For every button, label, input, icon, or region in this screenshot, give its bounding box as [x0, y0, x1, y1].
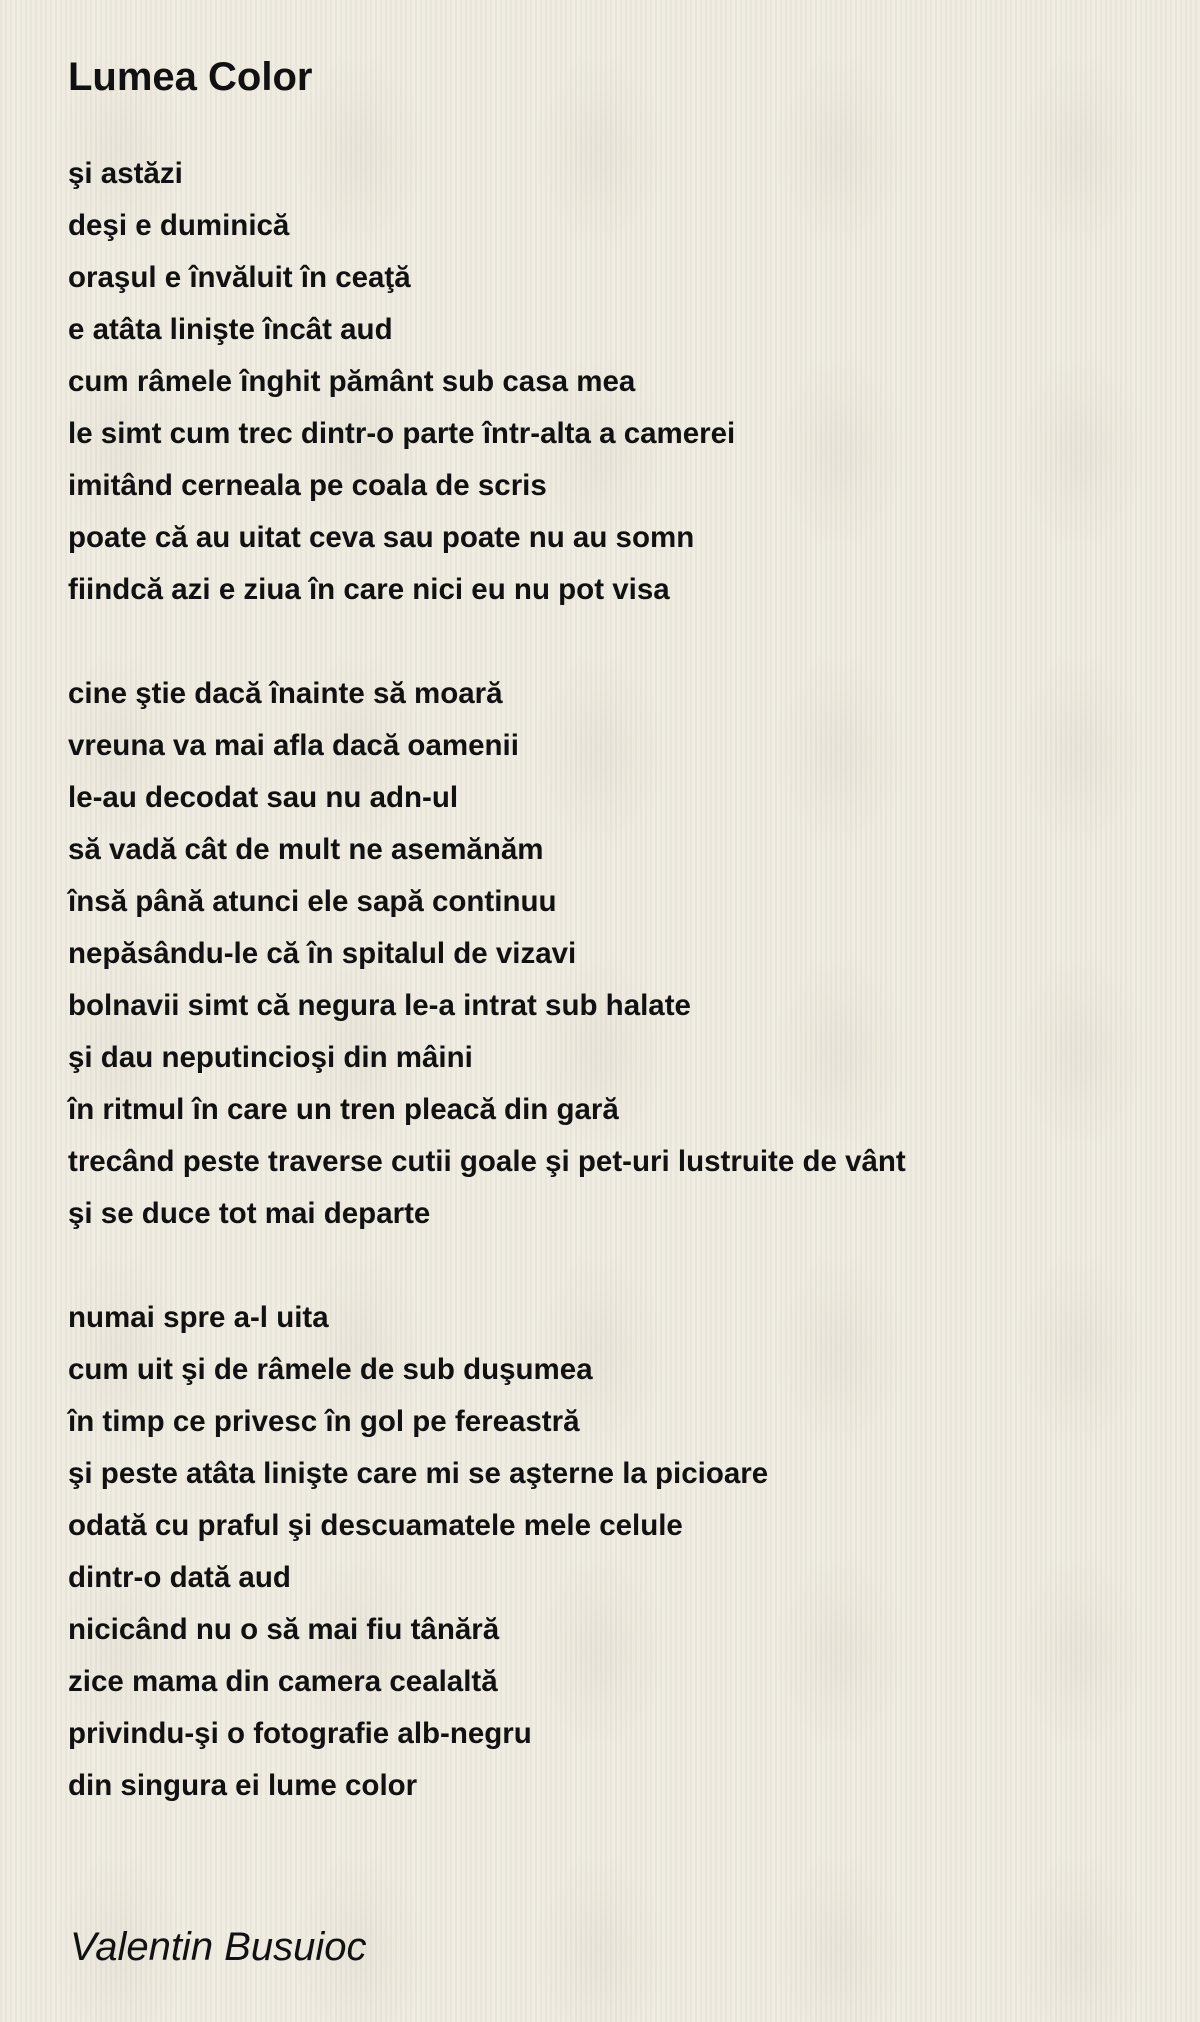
poem-title: Lumea Color — [68, 55, 313, 99]
poem-line: vreuna va mai afla dacă oamenii — [68, 729, 519, 762]
poem-line: zice mama din camera cealaltă — [68, 1665, 498, 1698]
poem-line: însă până atunci ele sapă continuu — [68, 885, 557, 918]
poem-body — [68, 148, 1148, 1812]
poem-stanza — [68, 668, 1148, 1240]
poem-line: în timp ce privesc în gol pe fereastră — [68, 1405, 580, 1438]
poem-line: privindu-şi o fotografie alb-negru — [68, 1717, 532, 1750]
poem-line: fiindcă azi e ziua în care nici eu nu pot visa — [68, 573, 670, 606]
poem-line: trecând peste traverse cutii goale şi pet-uri lustruite de vânt — [68, 1145, 906, 1178]
poem-line: dintr-o dată aud — [68, 1561, 291, 1594]
poem-line: nepăsându-le că în spitalul de vizavi — [68, 937, 577, 970]
poem-line: deşi e duminică — [68, 209, 290, 242]
poem-line: cum râmele înghit pământ sub casa mea — [68, 365, 636, 398]
poem-line: şi se duce tot mai departe — [68, 1197, 431, 1230]
poem-line: e atâta linişte încât aud — [68, 313, 393, 346]
poem-line: din singura ei lume color — [68, 1769, 418, 1802]
poem-line: şi dau neputincioşi din mâini — [68, 1041, 473, 1074]
poem-line: poate că au uitat ceva sau poate nu au somn — [68, 521, 695, 554]
poem-author: Valentin Busuioc — [70, 1925, 367, 1969]
poem-line: cine ştie dacă înainte să moară — [68, 677, 503, 710]
poem-line: oraşul e învăluit în ceaţă — [68, 261, 411, 294]
poem-line: odată cu praful şi descuamatele mele celule — [68, 1509, 683, 1542]
poem-line: numai spre a-l uita — [68, 1301, 329, 1334]
poem-line: le-au decodat sau nu adn-ul — [68, 781, 459, 814]
poem-stanza — [68, 148, 1148, 616]
poem-line: în ritmul în care un tren pleacă din gară — [68, 1093, 619, 1126]
poem-line: bolnavii simt că negura le-a intrat sub halate — [68, 989, 691, 1022]
poem-stanza — [68, 1292, 1148, 1812]
poem-line: nicicând nu o să mai fiu tânără — [68, 1613, 500, 1646]
poem-line: să vadă cât de mult ne asemănăm — [68, 833, 544, 866]
poem-line: şi astăzi — [68, 157, 183, 190]
poem-line: le simt cum trec dintr-o parte într-alta a camerei — [68, 417, 736, 450]
poem-page — [68, 50, 1148, 1864]
poem-line: şi peste atâta linişte care mi se aşterne la picioare — [68, 1457, 769, 1490]
poem-line: imitând cerneala pe coala de scris — [68, 469, 547, 502]
poem-line: cum uit şi de râmele de sub duşumea — [68, 1353, 593, 1386]
